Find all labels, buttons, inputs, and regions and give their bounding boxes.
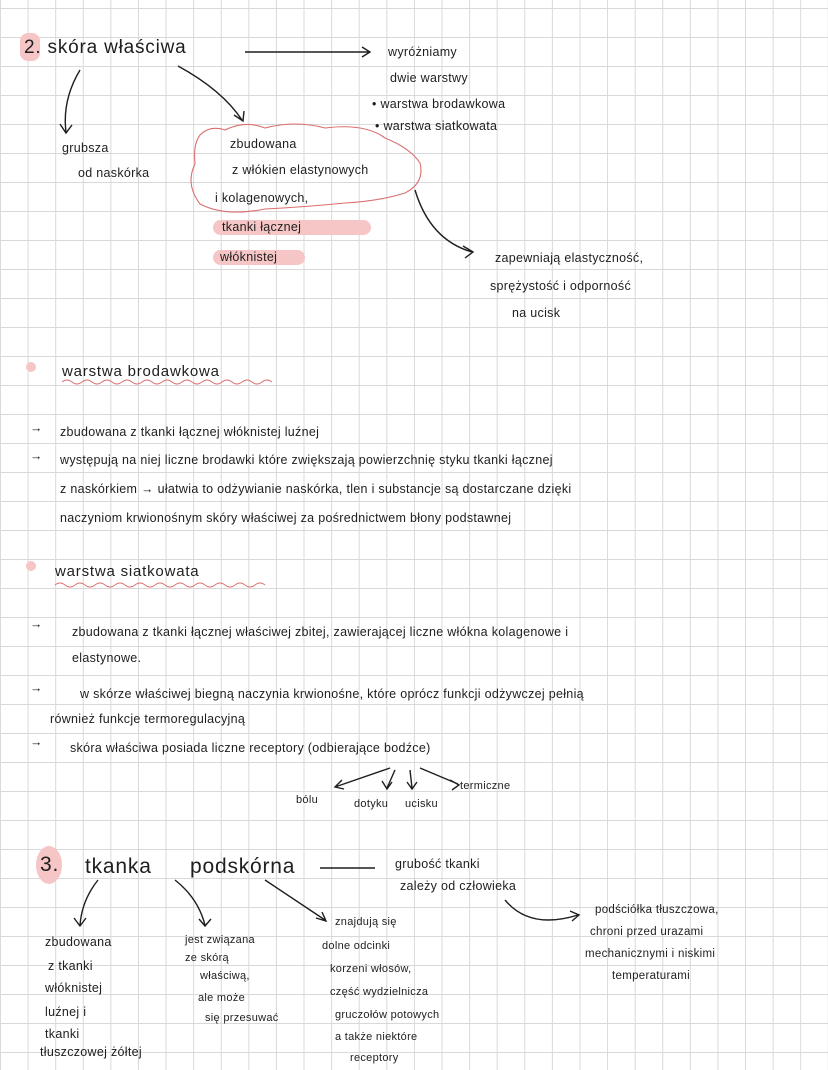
note-text: jest związana — [185, 934, 255, 946]
note-text: włóknistej — [45, 981, 103, 995]
note-text: wyróżniamy — [388, 45, 457, 59]
section-number: 3. — [40, 853, 60, 876]
note-text: podściółka tłuszczowa, — [595, 904, 719, 916]
note-line: zbudowana z tkanki łącznej włóknistej luźnej — [60, 425, 320, 439]
note-text: receptory — [350, 1052, 399, 1064]
receptor-label: bólu — [296, 794, 318, 806]
note-text: zależy od człowieka — [400, 879, 517, 893]
note-text: sprężystość i odporność — [490, 279, 631, 293]
arrow-icon: → — [30, 421, 43, 435]
note-text: i kolagenowych, — [215, 191, 309, 205]
heading-warstwa-siatkowata: warstwa siatkowata — [55, 563, 200, 580]
note-text: zapewniają elastyczność, — [495, 251, 644, 265]
section-title-podskorna: podskórna — [190, 855, 296, 878]
arrow-icon: → — [30, 449, 43, 463]
note-text: na ucisk — [512, 306, 561, 320]
list-item: • warstwa siatkowata — [375, 119, 498, 133]
note-text: tkanki — [45, 1027, 80, 1041]
note-text: ze skórą — [185, 952, 229, 964]
arrow-icon: → — [30, 735, 43, 749]
note-line: zbudowana z tkanki łącznej właściwej zbitej, zawierającej liczne włókna kolagenowe i — [72, 625, 569, 639]
note-line: występują na niej liczne brodawki które zwiększają powierzchnię styku tkanki łącznej — [60, 453, 553, 467]
list-item: • warstwa brodawkowa — [372, 97, 506, 111]
section-title-skora-wlasciwa: 2. skóra właściwa — [24, 37, 187, 58]
note-text: gruczołów potowych — [335, 1009, 440, 1021]
note-text: grubość tkanki — [395, 857, 480, 871]
note-line: skóra właściwa posiada liczne receptory (odbierające bodźce) — [70, 741, 431, 755]
note-line: w skórze właściwej biegną naczynia krwionośne, które oprócz funkcji odżywczej pełnią — [80, 687, 584, 701]
note-text: się przesuwać — [205, 1012, 279, 1024]
highlighted-text: włóknistej — [220, 250, 278, 264]
note-text: z włókien elastynowych — [232, 163, 369, 177]
note-text: temperaturami — [612, 970, 691, 982]
section-title-tkanka: tkanka — [85, 855, 152, 878]
note-text: z tkanki — [48, 959, 93, 973]
note-line: elastynowe. — [72, 651, 142, 665]
arrow-icon: → — [30, 617, 43, 631]
note-text: mechanicznymi i niskimi — [585, 948, 716, 960]
note-text: znajdują się — [335, 916, 397, 928]
receptor-label: dotyku — [354, 798, 389, 810]
bullet-dot — [26, 561, 36, 571]
arrow-icon: → — [30, 681, 43, 695]
note-text: korzeni włosów, — [330, 963, 412, 975]
note-line: naczyniom krwionośnym skóry właściwej za pośrednictwem błony podstawnej — [60, 511, 512, 525]
bullet-dot — [26, 362, 36, 372]
heading-warstwa-brodawkowa: warstwa brodawkowa — [62, 363, 220, 380]
note-text: zbudowana — [230, 137, 297, 151]
note-text: tłuszczowej żółtej — [40, 1045, 142, 1059]
note-text: ale może — [198, 992, 246, 1004]
highlighted-text: tkanki łącznej — [222, 220, 302, 234]
note-text: dwie warstwy — [390, 71, 468, 85]
note-text: a także niektóre — [335, 1031, 418, 1043]
note-text: dolne odcinki — [322, 940, 391, 952]
note-text: luźnej i — [45, 1005, 87, 1019]
note-text: grubsza — [62, 141, 109, 155]
receptor-label: termiczne — [460, 780, 511, 792]
note-line: z naskórkiem → ułatwia to odżywianie naskórka, tlen i substancje są dostarczane dzięki — [60, 482, 572, 496]
note-line: również funkcje termoregulacyjną — [50, 712, 246, 726]
receptor-label: ucisku — [405, 798, 438, 810]
note-text: właściwą, — [200, 970, 250, 982]
note-text: od naskórka — [78, 166, 150, 180]
note-text: część wydzielnicza — [330, 986, 429, 998]
note-text: chroni przed urazami — [590, 926, 704, 938]
note-text: zbudowana — [45, 935, 112, 949]
